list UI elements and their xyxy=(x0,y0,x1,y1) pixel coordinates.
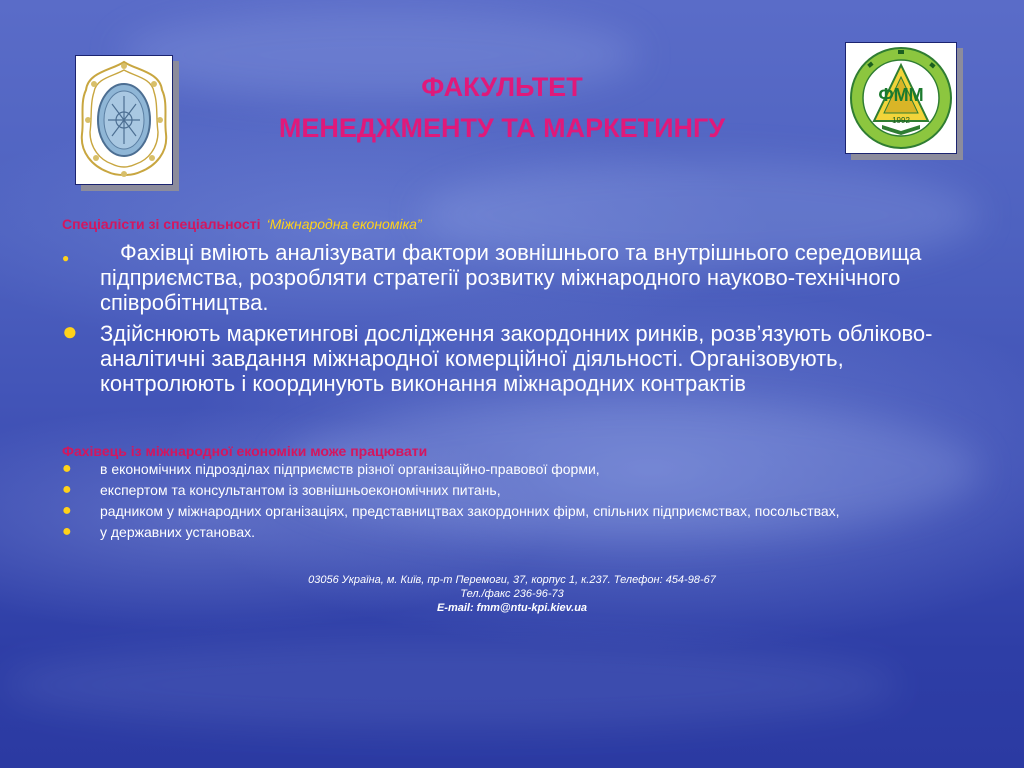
list-item-text: в економічних підрозділах підприємств різної організаційно-правової форми, xyxy=(100,461,600,477)
list-item-text: у державних установах. xyxy=(100,524,256,540)
page-title-line2: МЕНЕДЖМЕНТУ ТА МАРКЕТИНГУ xyxy=(278,113,726,143)
specialty-label: Спеціалісти зі спеціальності xyxy=(62,216,261,232)
skills-item-text: Фахівці вміють аналізувати фактори зовнішнього та внутрішнього середовища підприємства, розробляти стратегії розвитку міжнародного науково-технічного співробітництва. xyxy=(100,240,922,315)
skills-list xyxy=(62,240,962,402)
list-item-text: експертом та консультантом із зовнішньоекономічних питань, xyxy=(100,482,501,498)
footer-address: 03056 Україна, м. Київ, пр-т Перемоги, 37, корпус 1, к.237. Телефон: 454-98-67 xyxy=(308,574,716,586)
skills-item xyxy=(62,240,962,315)
bullet-icon: ● xyxy=(62,251,70,265)
specialty-name: ‘Міжнародна економіка” xyxy=(266,216,422,232)
cloud-decoration xyxy=(0,640,900,730)
specialty-heading xyxy=(62,216,422,232)
list-item xyxy=(62,525,942,540)
footer-phone-fax: Тел./факс 236-96-73 xyxy=(460,588,564,600)
bullet-icon: ● xyxy=(62,523,72,540)
footer-email-link[interactable]: E-mail: fmm@ntu-kpi.kiev.ua xyxy=(436,602,588,614)
bullet-icon: ● xyxy=(62,502,72,519)
page-title-line1: ФАКУЛЬТЕТ xyxy=(421,72,583,102)
bullet-icon: ● xyxy=(62,460,72,477)
logo-letters-text: ФММ xyxy=(878,85,924,105)
work-heading: Фахівець із міжнародної економіки може працювати xyxy=(62,443,428,459)
list-item xyxy=(62,483,942,498)
list-item xyxy=(62,504,942,519)
logo-year-text: 1992 xyxy=(892,116,910,125)
list-item-text: радником у міжнародних організаціях, представництвах закордонних фірм, спільних підприємствах, посольствах, xyxy=(100,503,840,519)
skills-item-text: Здійснюють маркетингові дослідження закордонних ринків, розв’язують обліково-аналітичні завдання міжнародної комерційної діяльності. Організовують, контролюють і координують виконання міжнародних контрактів xyxy=(100,321,933,396)
work-places-list xyxy=(62,462,942,546)
skills-item xyxy=(62,316,962,396)
list-item xyxy=(62,462,942,477)
bullet-icon: ● xyxy=(62,316,78,346)
bullet-icon: ● xyxy=(62,481,72,498)
